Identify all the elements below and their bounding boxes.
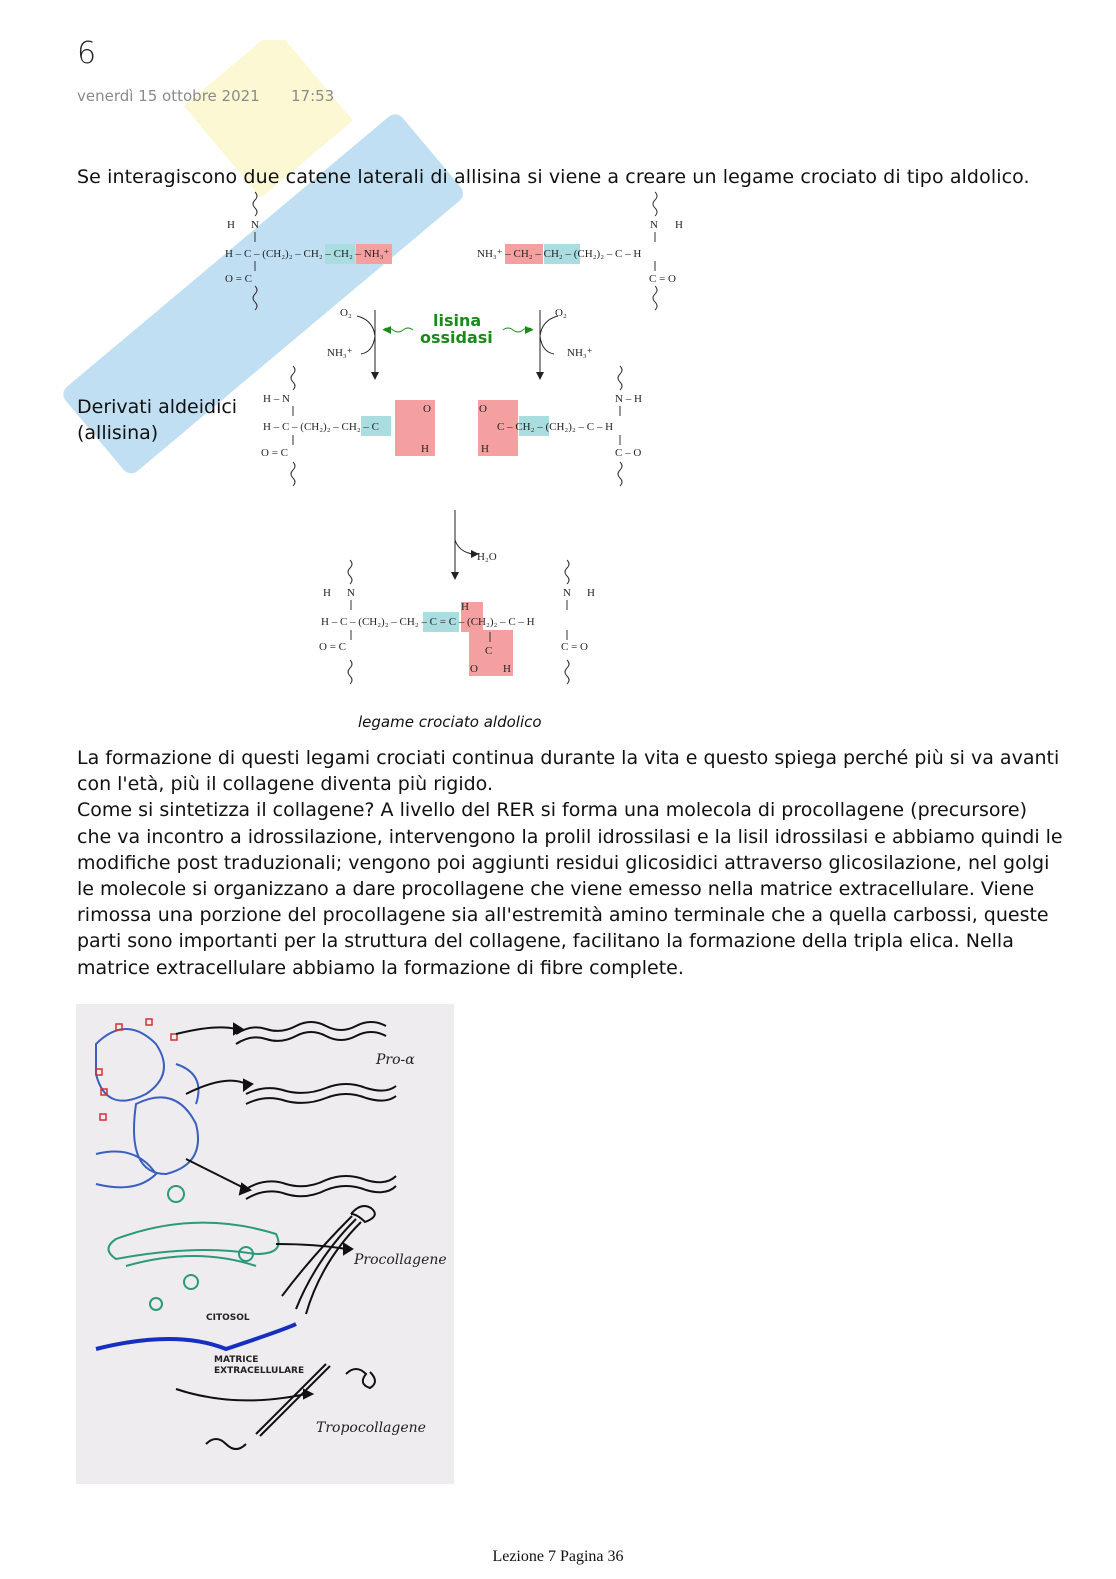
water-label: H₂O (477, 551, 497, 563)
o2-left: O₂ (340, 307, 352, 319)
label-matrice-line1: MATRICE (214, 1355, 259, 1365)
page-time: 17:53 (291, 87, 335, 105)
collagen-synthesis-figure (76, 1004, 454, 1484)
svg-text:N: N (347, 587, 355, 599)
svg-text:O = C: O = C (319, 641, 346, 653)
aldehyde-label-line1: Derivati aldeidici (77, 396, 238, 418)
aldol-crosslink (319, 560, 595, 684)
svg-text:N – H: N – H (615, 393, 642, 405)
page-title: 6 (77, 36, 97, 71)
enzyme-label-line1: lisina (433, 311, 482, 330)
svg-text:H: H (421, 443, 429, 455)
paragraph-aging: La formazione di questi legami crociati continua durante la vita e questo spiega perché più si va avanti con l'età, più il collagene diventa più rigido. (77, 747, 1060, 796)
figure-background (76, 1004, 454, 1484)
svg-text:C – O: C – O (615, 447, 642, 459)
svg-text:H – C – (CH₂)₂ – CH₂ – C = C –: H – C – (CH₂)₂ – CH₂ – C = C – (CH₂)₂ – C – H (321, 616, 535, 628)
svg-text:H – C – (CH₂)₂ – CH₂ – CH₂ – N: H – C – (CH₂)₂ – CH₂ – CH₂ – NH₃⁺ (225, 248, 390, 260)
svg-text:H: H (323, 587, 331, 599)
label-matrice-line2: EXTRACELLULARE (214, 1366, 305, 1376)
svg-text:O = C: O = C (261, 447, 288, 459)
svg-text:H: H (461, 601, 469, 613)
allysine-right (478, 366, 642, 486)
svg-text:N: N (563, 587, 571, 599)
svg-text:C – CH₂ – (CH₂)₂ – C – H: C – CH₂ – (CH₂)₂ – C – H (497, 421, 614, 433)
svg-text:H: H (675, 219, 683, 231)
page-date: venerdì 15 ottobre 2021 (77, 87, 260, 105)
oxidase-arrows (327, 307, 593, 380)
svg-text:H: H (481, 443, 489, 455)
svg-text:H – C – (CH₂)₂ – CH₂ – C: H – C – (CH₂)₂ – CH₂ – C (263, 421, 380, 433)
allysine-left (261, 366, 435, 486)
allysine-crosslink-diagram (215, 190, 715, 740)
page-footer: Lezione 7 Pagina 36 (492, 1548, 624, 1565)
lysine-right (477, 192, 683, 310)
lysine-left (225, 192, 392, 310)
svg-text:N: N (251, 219, 259, 231)
o2-right: O₂ (555, 307, 567, 319)
svg-text:H: H (587, 587, 595, 599)
svg-text:C: C (485, 645, 493, 657)
body-text (77, 745, 1067, 981)
svg-text:O: O (470, 663, 478, 675)
svg-text:O: O (479, 403, 487, 415)
nh3-right: NH₃⁺ (567, 347, 593, 359)
label-tropocollagene: Tropocollagene (316, 1420, 426, 1436)
svg-text:O = C: O = C (225, 273, 252, 285)
intro-text: Se interagiscono due catene laterali di allisina si viene a creare un legame crociato di tipo aldolico. (77, 166, 1030, 188)
condensation-arrow (451, 510, 497, 580)
aldehyde-label-line2: (allisina) (77, 422, 159, 444)
svg-text:NH₃⁺ – CH₂ – CH₂ – (CH₂)₂ – C: NH₃⁺ – CH₂ – CH₂ – (CH₂)₂ – C – H (477, 248, 642, 260)
svg-text:H: H (227, 219, 235, 231)
svg-text:C = O: C = O (649, 273, 676, 285)
svg-text:H – N: H – N (263, 393, 290, 405)
enzyme-label-line2: ossidasi (420, 328, 493, 347)
svg-text:H: H (503, 663, 511, 675)
label-pro-alpha: Pro-α (376, 1052, 415, 1068)
svg-text:N: N (650, 219, 658, 231)
svg-text:C = O: C = O (561, 641, 588, 653)
svg-text:O: O (423, 403, 431, 415)
nh3-left: NH₃⁺ (327, 347, 353, 359)
diagram-caption: legame crociato aldolico (358, 713, 542, 731)
label-citosol: CITOSOL (206, 1313, 250, 1323)
aldehyde-derivatives-label (77, 394, 237, 446)
paragraph-synthesis: Come si sintetizza il collagene? A livello del RER si forma una molecola di procollagene (precursore) che va incontro a idrossilazione, intervengono la prolil idrossilasi e la lisil idrossilasi e abbiamo quindi le modifiche post traduzionali; vengono poi aggiunti residui glicosidici attraverso glicosilazione, nel golgi le molecole si organizzano a dare procollagene che viene emesso nella matrice extracellulare. Viene rimossa una porzione del procollagene sia all'estremità amino terminale che a quella carbossi, queste parti sono importanti per la struttura del collagene, facilitano la formazione della tripla elica. Nella matrice extracellulare abbiamo la formazione di fibre complete. (77, 799, 1063, 979)
label-procollagene: Procollagene (354, 1252, 447, 1268)
